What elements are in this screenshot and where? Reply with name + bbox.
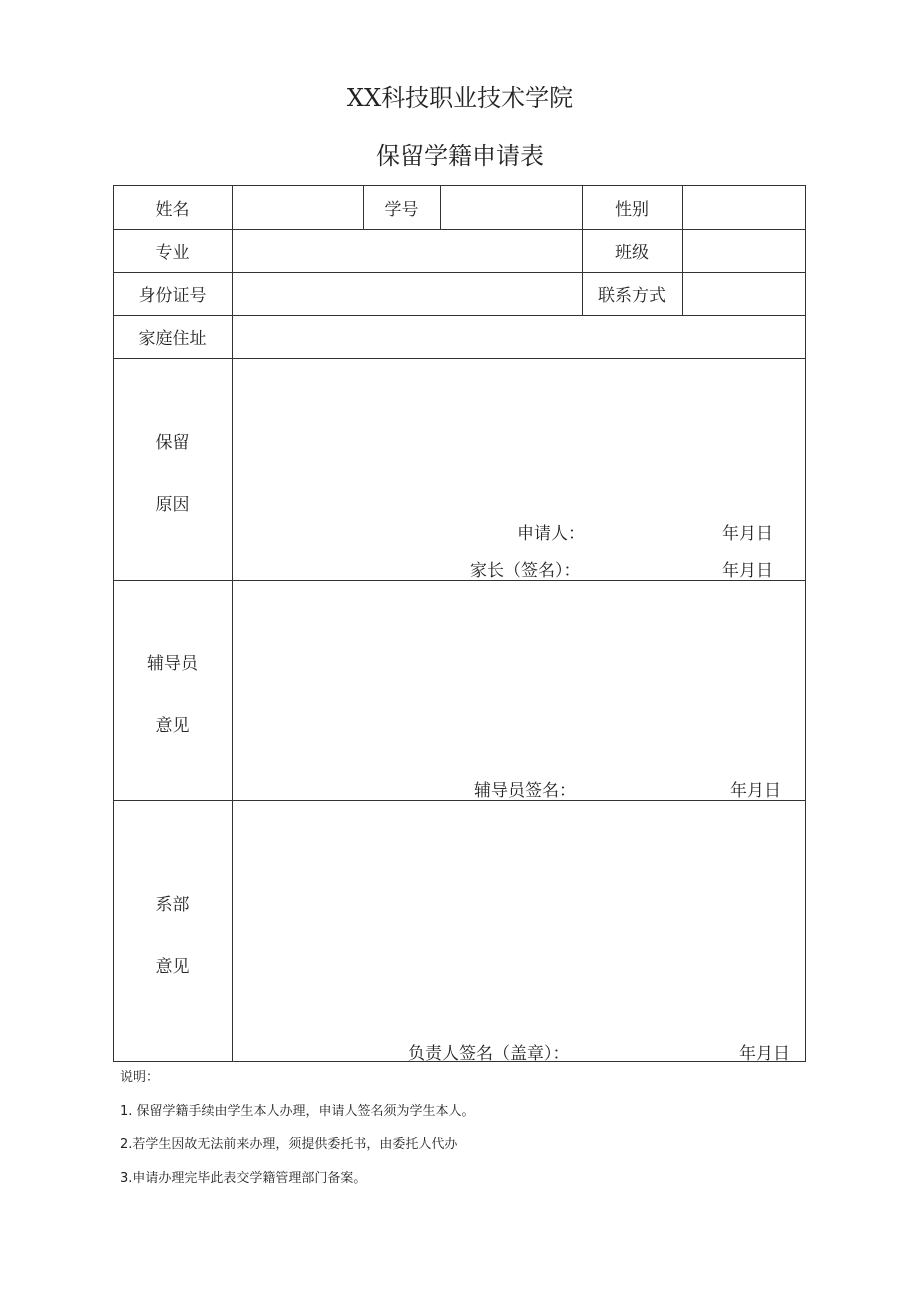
notes-heading: 说明： — [120, 1070, 160, 1085]
department-date: 年月日 — [739, 1044, 790, 1064]
department-opinion-area[interactable] — [233, 801, 805, 1021]
class-label: 班级 — [615, 243, 649, 263]
reason-label-line1: 保留 — [155, 433, 190, 453]
contact-label: 联系方式 — [598, 286, 666, 306]
reason-text-area[interactable] — [233, 359, 805, 509]
form-title: 保留学籍申请表 — [376, 142, 544, 170]
applicant-date: 年月日 — [722, 524, 773, 544]
gender-field[interactable] — [683, 186, 805, 229]
name-field[interactable] — [233, 186, 363, 229]
major-label: 专业 — [155, 243, 190, 263]
address-field[interactable] — [233, 316, 805, 358]
student-id-field[interactable] — [441, 186, 582, 229]
counselor-label-line1: 辅导员 — [147, 654, 198, 674]
note-item: 2.若学生因故无法前来办理，须提供委托书，由委托人代办 — [120, 1137, 458, 1152]
department-label-line2: 意见 — [155, 957, 190, 977]
department-signature-label: 负责人签名（盖章）： — [408, 1044, 570, 1064]
student-id-label: 学号 — [384, 199, 419, 220]
parent-date: 年月日 — [722, 561, 773, 581]
class-field[interactable] — [683, 230, 805, 272]
counselor-signature-label: 辅导员签名： — [474, 781, 576, 801]
name-label: 姓名 — [155, 199, 190, 220]
reason-label-line2: 原因 — [155, 495, 190, 515]
table-border-right — [805, 185, 806, 1062]
applicant-signature-label: 申请人： — [517, 524, 585, 544]
application-form — [113, 185, 806, 1062]
counselor-opinion-area[interactable] — [233, 581, 805, 761]
major-field[interactable] — [233, 230, 582, 272]
contact-field[interactable] — [683, 273, 805, 315]
department-label-line1: 系部 — [155, 895, 190, 915]
counselor-label-line2: 意见 — [155, 716, 190, 736]
address-label: 家庭住址 — [138, 329, 207, 349]
institution-title: XX科技职业技术学院 — [346, 84, 574, 112]
note-item: 3.申请办理完毕此表交学籍管理部门备案。 — [120, 1171, 367, 1186]
gender-label: 性别 — [615, 199, 649, 220]
parent-signature-label: 家长（签名）： — [470, 561, 581, 581]
id-card-field[interactable] — [233, 273, 582, 315]
note-item: 1. 保留学籍手续由学生本人办理，申请人签名须为学生本人。 — [120, 1104, 475, 1119]
id-card-label: 身份证号 — [138, 286, 207, 306]
counselor-date: 年月日 — [730, 781, 781, 801]
